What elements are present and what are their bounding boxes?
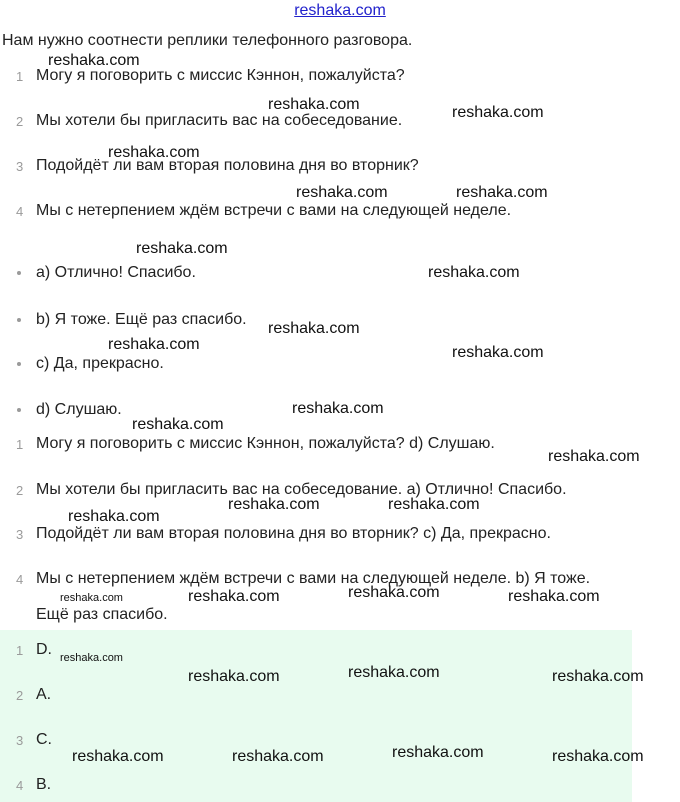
watermark: reshaka.com: [552, 748, 644, 765]
watermark: reshaka.com: [392, 744, 484, 761]
match-text: Могу я поговорить с миссис Кэннон, пожалуйста? d) Слушаю.: [36, 435, 495, 452]
watermark: reshaka.com: [228, 496, 320, 513]
option-text: d) Слушаю.: [36, 401, 122, 418]
watermark: reshaka.com: [136, 240, 228, 257]
watermark: reshaka.com: [60, 592, 123, 604]
match-number: 2: [16, 483, 24, 498]
bullet-icon: [17, 362, 21, 366]
watermark: reshaka.com: [348, 664, 440, 681]
question-number: 2: [16, 114, 24, 129]
match-text: Ещё раз спасибо.: [36, 606, 168, 623]
match-text: Подойдёт ли вам вторая половина дня во вторник? c) Да, прекрасно.: [36, 525, 551, 542]
answer-letter: C.: [36, 731, 52, 748]
bullet-icon: [17, 271, 21, 275]
match-text: Мы с нетерпением ждём встречи с вами на следующей неделе. b) Я тоже.: [36, 570, 591, 587]
option-text: a) Отлично! Спасибо.: [36, 264, 196, 281]
watermark: reshaka.com: [68, 508, 160, 525]
watermark: reshaka.com: [452, 104, 544, 121]
watermark: reshaka.com: [508, 588, 600, 605]
watermark: reshaka.com: [108, 336, 200, 353]
site-header-link[interactable]: reshaka.com: [294, 2, 386, 19]
watermark: reshaka.com: [268, 320, 360, 337]
watermark: reshaka.com: [292, 400, 384, 417]
answer-letter: A.: [36, 686, 52, 703]
watermark: reshaka.com: [388, 496, 480, 513]
answer-number: 1: [16, 643, 24, 658]
watermark: reshaka.com: [232, 748, 324, 765]
task-intro: Нам нужно соотнести реплики телефонного разговора.: [2, 32, 413, 49]
bullet-icon: [17, 318, 21, 322]
question-text: Мы хотели бы пригласить вас на собеседование.: [36, 112, 403, 129]
question-number: 1: [16, 69, 24, 84]
watermark: reshaka.com: [48, 52, 140, 69]
watermark: reshaka.com: [552, 668, 644, 685]
watermark: reshaka.com: [108, 144, 200, 161]
bullet-icon: [17, 408, 21, 412]
answer-letter: B.: [36, 776, 52, 793]
answer-number: 4: [16, 778, 24, 793]
option-text: c) Да, прекрасно.: [36, 355, 164, 372]
watermark: reshaka.com: [188, 668, 280, 685]
match-number: 4: [16, 572, 24, 587]
watermark: reshaka.com: [132, 416, 224, 433]
watermark: reshaka.com: [548, 448, 640, 465]
watermark: reshaka.com: [268, 96, 360, 113]
answer-number: 2: [16, 688, 24, 703]
watermark: reshaka.com: [188, 588, 280, 605]
watermark: reshaka.com: [452, 344, 544, 361]
question-number: 4: [16, 204, 24, 219]
question-text: Мы с нетерпением ждём встречи с вами на следующей неделе.: [36, 202, 512, 219]
match-number: 3: [16, 527, 24, 542]
option-text: b) Я тоже. Ещё раз спасибо.: [36, 311, 247, 328]
answer-letter: D.: [36, 641, 52, 658]
watermark: reshaka.com: [60, 652, 123, 664]
watermark: reshaka.com: [72, 748, 164, 765]
answer-number: 3: [16, 733, 24, 748]
watermark: reshaka.com: [348, 584, 440, 601]
watermark: reshaka.com: [456, 184, 548, 201]
watermark: reshaka.com: [428, 264, 520, 281]
match-text: Мы хотели бы пригласить вас на собеседование. a) Отлично! Спасибо.: [36, 481, 567, 498]
watermark: reshaka.com: [296, 184, 388, 201]
question-text: Могу я поговорить с миссис Кэннон, пожалуйста?: [36, 67, 405, 84]
match-number: 1: [16, 437, 24, 452]
question-number: 3: [16, 159, 24, 174]
question-text: Подойдёт ли вам вторая половина дня во вторник?: [36, 157, 419, 174]
